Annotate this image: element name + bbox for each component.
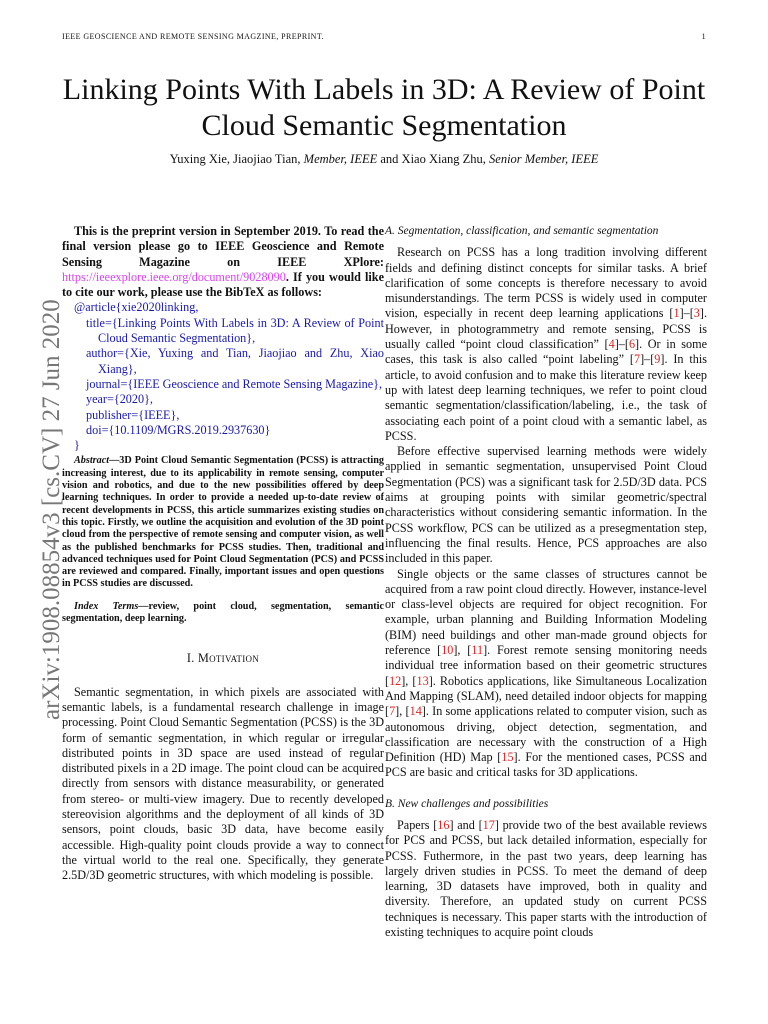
author-role-1: Member, IEEE	[303, 152, 378, 166]
bibtex-line: doi={10.1109/MGRS.2019.2937630}	[86, 422, 271, 437]
text-run: ], [	[395, 704, 410, 719]
citation-link[interactable]: 16	[437, 817, 450, 832]
index-terms	[62, 601, 384, 626]
body-paragraph	[385, 245, 707, 444]
preprint-notice	[62, 224, 384, 300]
bibtex-line: publisher={IEEE},	[86, 407, 180, 422]
citation-link[interactable]: 1	[673, 306, 680, 321]
text-run: ]. Forest remote sensing monitoring needs individual tree information based on their geometric structures [	[385, 643, 707, 688]
section-heading-motivation: I. Motivation	[186, 651, 260, 666]
right-column	[385, 224, 707, 940]
text-run: ] and [	[449, 817, 483, 832]
text-run: ], [	[453, 643, 472, 658]
text-run: ]–[	[679, 306, 694, 321]
abstract	[62, 455, 384, 590]
preprint-text-2: . If you would like to cite our work, please use the BibTeX as follows:	[62, 269, 384, 300]
text-run: ]–[	[614, 337, 629, 352]
motivation-paragraph: Semantic segmentation, in which pixels are associated with semantic labels, is a fundamental research challenge in image processing. Point Cloud Semantic Segmentation (PCSS) is the 3D form of semantic segmentation, in which regular or irregular distributed points in 3D space are used instead of regular distributed pixels in a 2D image. The point cloud can be acquired directly from sensors with distance measurability, or generated from stereo- or multi-view imagery. Due to recently developed stereovision algorithms and the deployment of all kinds of 3D sensors, point clouds, basic 3D data, have become easily accessible. High-quality point clouds provide a way to connect the virtual world to the real one. Specifically, they generate 2.5D/3D geometric structures, with which modeling is possible.	[62, 684, 384, 883]
bibtex-line: title={Linking Points With Labels in 3D: A Review of Point Cloud Semantic Segmentation},	[86, 315, 384, 346]
text-run: Research on PCSS has a long tradition involving different fields and defining distinct concepts for similar tasks. A brief clarification of some concepts is therefore necessary to avoid misunderstandings. The term PCSS is widely used in computer vision, especially in recent deep learning applications [	[385, 245, 707, 321]
text-run: ]. However, in photogrammetry and remote sensing, PCSS is usually called “point cloud classification” [	[385, 306, 707, 352]
author-names-1: Yuxing Xie, Jiaojiao Tian,	[169, 152, 301, 166]
page-number: 1	[701, 32, 706, 41]
citation-link[interactable]: 15	[501, 750, 514, 765]
citation-link[interactable]: 11	[471, 643, 484, 658]
citation-link[interactable]: 3	[693, 306, 700, 321]
citation-link[interactable]: 6	[628, 337, 636, 352]
citation-link[interactable]: 12	[389, 673, 402, 688]
abstract-label: Abstract	[74, 455, 110, 467]
body-paragraph	[385, 818, 707, 940]
text-run: ]. Or in some cases, this task is also called “point labeling” [	[385, 337, 708, 367]
bibtex-block	[62, 300, 384, 453]
text-run: ], [	[401, 673, 417, 688]
citation-link[interactable]: 9	[654, 352, 661, 367]
paper-title: Linking Points With Labels in 3D: A Review of Point Cloud Semantic Segmentation	[62, 73, 706, 142]
body-paragraph	[385, 567, 707, 781]
bibtex-line: year={2020},	[86, 392, 153, 407]
index-terms-text: —review, point cloud, segmentation, semantic segmentation, deep learning.	[62, 600, 384, 625]
subsection-heading-a: A. Segmentation, classification, and semantic segmentation	[385, 225, 659, 237]
bibtex-line: @article{xie2020linking,	[74, 300, 199, 315]
arxiv-stamp: arXiv:1908.08854v3 [cs.CV] 27 Jun 2020	[38, 299, 65, 720]
ieee-xplore-link[interactable]: https://ieeexplore.ieee.org/document/9028090	[62, 269, 286, 284]
citation-link[interactable]: 10	[441, 643, 454, 658]
text-run: Single objects or the same classes of structures cannot be acquired from a raw point cloud directly. However, instance-level or class-level objects are required for object recognition. For example, urban planning and Building Information Modeling (BIM) need buildings and other man-made ground objects for reference [	[385, 566, 707, 658]
bibtex-line: journal={IEEE Geoscience and Remote Sensing Magazine},	[86, 376, 383, 391]
text-run: Papers [	[397, 817, 438, 832]
citation-link[interactable]: 4	[608, 337, 615, 352]
left-column	[62, 224, 384, 883]
running-head	[62, 32, 706, 41]
author-role-2: Senior Member, IEEE	[489, 152, 599, 166]
author-line	[62, 152, 706, 167]
citation-link[interactable]: 14	[409, 704, 422, 719]
bibtex-line: }	[74, 438, 80, 453]
text-run: ]. In some applications related to computer vision, such as autonomous driving, object detection, segmentation, and classification are necessary with the construction of a High Definition (HD) Map [	[385, 704, 707, 765]
author-names-2: and Xiao Xiang Zhu,	[380, 152, 486, 166]
citation-link[interactable]: 7	[389, 704, 396, 719]
journal-header: IEEE GEOSCIENCE AND REMOTE SENSING MAGZINE, PREPRINT.	[62, 32, 324, 41]
text-run: ]. In this article, to avoid confusion and to make this literature review keep up with latest deep learning techniques, we refer to point cloud semantic segmentation/classification/labeling, i.e., the task of associating each point of a point cloud with a semantic label, as PCSS.	[385, 352, 707, 443]
text-run: ]. For the mentioned cases, PCSS and PCS are basic and critical tasks for 3D applications.	[385, 750, 707, 780]
citation-link[interactable]: 7	[633, 352, 641, 367]
body-paragraph: Before effective supervised learning methods were widely applied in semantic segmentation, unsupervised Point Cloud Segmentation (PCS) was a significant task for 2.5D/3D data. PCS aims at grouping points with similar geometric/spectral characteristics without considering semantic information. In the PCSS workflow, PCS can be utilized as a presegmentation step, influencing the final results. Hence, PCS approaches are also included in this paper.	[385, 444, 707, 566]
subsection-heading-b: B. New challenges and possibilities	[385, 797, 549, 810]
citation-link[interactable]: 17	[482, 817, 495, 832]
abstract-text: —3D Point Cloud Semantic Segmentation (PCSS) is attracting increasing interest, due to its applicability in remote sensing, computer vision and robotics, and due to the new possibilities offered by deep learning techniques. In order to provide a needed up-to-date review of recent developments in PCSS, this article summarizes existing studies on this topic. Firstly, we outline the acquisition and evolution of the 3D point cloud from the perspective of remote sensing and computer vision, as well as the published benchmarks for PCSS studies. Then, traditional and advanced techniques used for Point Cloud Segmentation (PCS) and PCSS are reviewed and compared. Finally, important issues and open questions in PCSS studies are discussed.	[62, 455, 384, 590]
index-terms-label: Index Terms	[74, 600, 139, 612]
citation-link[interactable]: 13	[416, 673, 429, 688]
bibtex-line: author={Xie, Yuxing and Tian, Jiaojiao and Zhu, Xiao Xiang},	[86, 346, 384, 376]
text-run: ]–[	[640, 352, 655, 367]
preprint-text: This is the preprint version in September 2019. To read the final version please go to IEEE Geoscience and Remote Sensing Magazine on IEEE XPlore:	[62, 224, 384, 269]
text-run: ] provide two of the best available reviews for PCS and PCSS, but lack detailed information, especially for PCSS. Futhermore, in the past two years, deep learning has largely driven studies in PCSS. To meet the demand of deep learning, 3D datasets have improved, both in quality and diversity. Therefore, an updated study on current PCSS techniques is necessary. This paper starts with the introduction of existing techniques to acquire point clouds	[385, 817, 707, 940]
text-run: ]. Robotics applications, like Simultaneous Localization And Mapping (SLAM), need detailed indoor objects for mapping [	[385, 673, 707, 719]
